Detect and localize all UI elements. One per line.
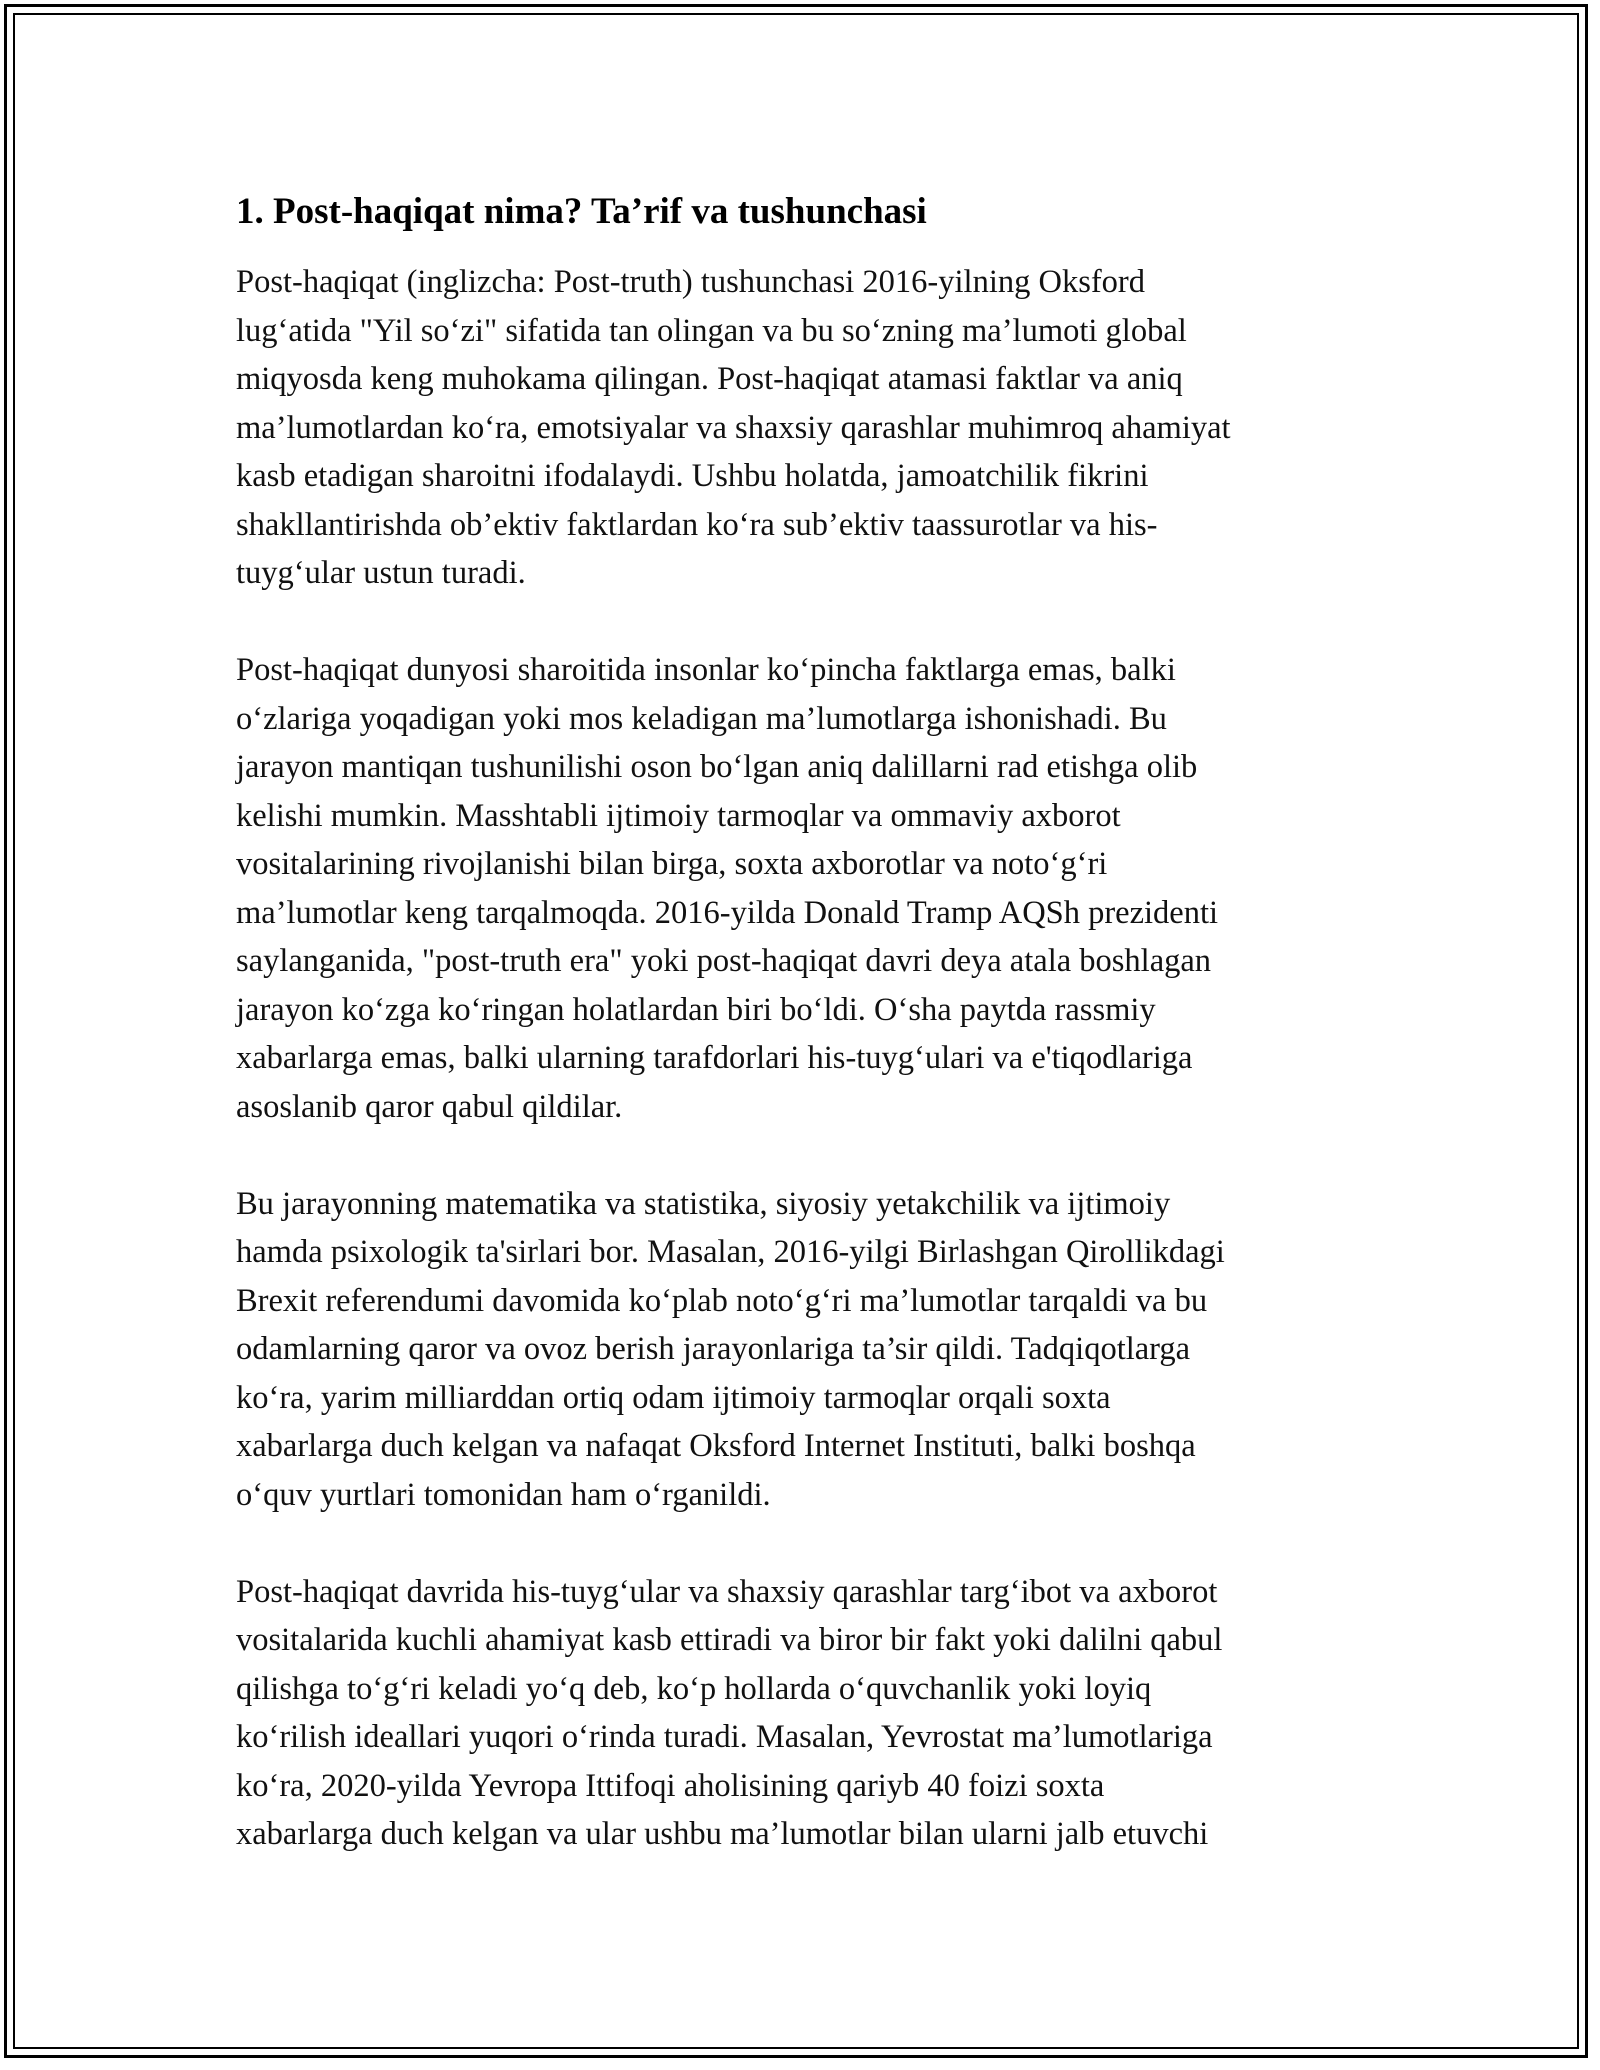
document-body: [236, 188, 1366, 1907]
paragraph-3: Bu jarayonning matematika va statistika, siyosiy yetakchilik va ijtimoiy hamda psixologik ta'sirlari bor. Masalan, 2016-yilgi Birlashgan Qirollikdagi Brexit referendumi davomida ko‘plab noto‘g‘ri ma’lumotlar tarqaldi va bu odamlarning qaror va ovoz berish jarayonlariga ta’sir qildi. Tadqiqotlarga ko‘ra, yarim milliarddan ortiq odam ijtimoiy tarmoqlar orqali soxta xabarlarga duch kelgan va nafaqat Oksford Internet Instituti, balki boshqa o‘quv yurtlari tomonidan ham o‘rganildi.: [236, 1185, 1225, 1513]
paragraph-1: Post-haqiqat (inglizcha: Post-truth) tushunchasi 2016-yilning Oksford lug‘atida "Yil so‘zi" sifatida tan olingan va bu so‘zning ma’lumoti global miqyosda keng muhokama qilingan. Post-haqiqat atamasi faktlar va aniq ma’lumotlardan ko‘ra, emotsiyalar va shaxsiy qarashlar muhimroq ahamiyat kasb etadigan sharoitni ifodalaydi. Ushbu holatda, jamoatchilik fikrini shakllantirishda ob’ektiv faktlardan ko‘ra sub’ektiv taassurotlar va his- tuyg‘ular ustun turadi.: [236, 264, 1231, 591]
page-title: 1. Post-haqiqat nima? Ta’rif va tushunchasi: [236, 191, 927, 232]
paragraph-4: Post-haqiqat davrida his-tuyg‘ular va shaxsiy qarashlar targ‘ibot va axborot vositalarida kuchli ahamiyat kasb ettiradi va biror bir fakt yoki dalilni qabul qilishga to‘g‘ri keladi yo‘q deb, ko‘p hollarda o‘quvchanlik yoki loyiq ko‘rilish ideallari yuqori o‘rinda turadi. Masalan, Yevrostat ma’lumotlariga ko‘ra, 2020-yilda Yevropa Ittifoqi aholisining qariyb 40 foizi soxta xabarlarga duch kelgan va ular ushbu ma’lumotlar bilan ularni jalb etuvchi: [236, 1573, 1223, 1852]
paragraph-2: Post-haqiqat dunyosi sharoitida insonlar ko‘pincha faktlarga emas, balki o‘zlariga yoqadigan yoki mos keladigan ma’lumotlarga ishonishadi. Bu jarayon mantiqan tushunilishi oson bo‘lgan aniq dalillarni rad etishga olib kelishi mumkin. Masshtabli ijtimoiy tarmoqlar va ommaviy axborot vositalarining rivojlanishi bilan birga, soxta axborotlar va noto‘g‘ri ma’lumotlar keng tarqalmoqda. 2016-yilda Donald Tramp AQSh prezidenti saylanganida, "post-truth era" yoki post-haqiqat davri deya atala boshlagan jarayon ko‘zga ko‘ringan holatlardan biri bo‘ldi. O‘sha paytda rassmiy xabarlarga emas, balki ularning tarafdorlari his-tuyg‘ulari va e'tiqodlariga asoslanib qaror qabul qildilar.: [236, 652, 1219, 1125]
